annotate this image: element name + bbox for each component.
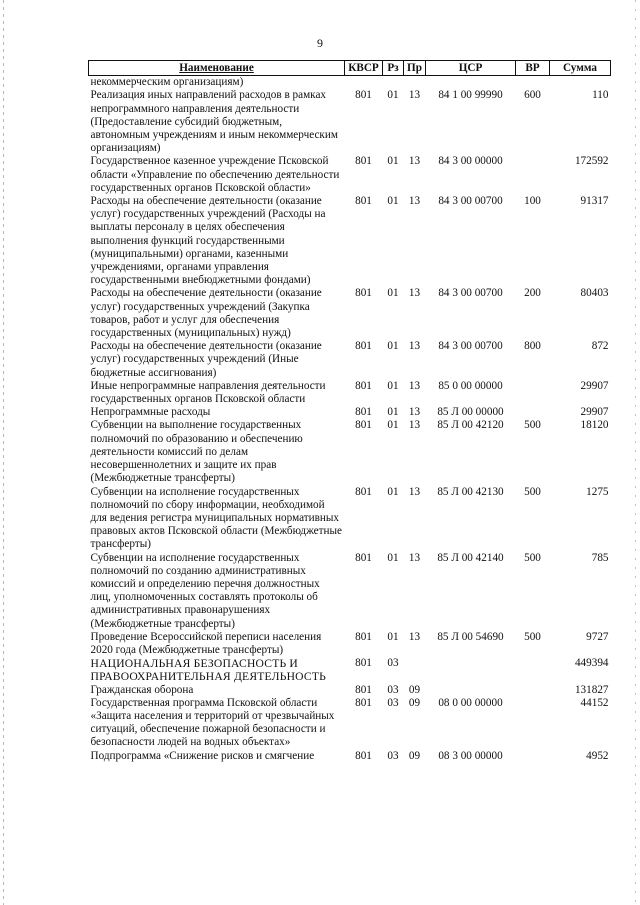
table-row <box>89 287 611 340</box>
cell-rz: 01 <box>387 485 399 498</box>
cell-kvsr: 801 <box>355 155 372 168</box>
cell-pr: 09 <box>408 683 421 696</box>
cell-name: Субвенции на исполнение государственных полномочий по сбору информации, необходимой для ведения регистра муниципальных нормативных правовых актов Псковской области (Межбюджетные трансферты) <box>90 485 342 551</box>
section-row <box>89 657 611 683</box>
cell-sum: 29907 <box>580 379 609 392</box>
cell-csr: 85 Л 00 42130 <box>437 485 504 498</box>
cell-csr: 85 Л 00 00000 <box>437 406 504 419</box>
header-vr: ВР <box>516 61 550 76</box>
cell-name: Гражданская оборона <box>90 683 194 696</box>
cell-rz: 01 <box>387 89 399 102</box>
cell-vr: 500 <box>524 551 541 564</box>
cell-csr: 84 3 00 00700 <box>438 195 503 208</box>
cell-pr: 13 <box>408 195 421 208</box>
header-pr: Пр <box>404 61 426 76</box>
table-body <box>89 76 611 763</box>
cell-vr <box>516 380 550 406</box>
cell-sum: 44152 <box>580 696 609 709</box>
cell-vr: 600 <box>524 89 541 102</box>
cell-kvsr: 801 <box>355 195 372 208</box>
cell-pr: 13 <box>408 379 421 392</box>
cell-vr: 500 <box>524 485 541 498</box>
cell-rz: 01 <box>387 195 399 208</box>
cell-rz: 01 <box>387 419 399 432</box>
cell-kvsr: 801 <box>355 406 372 419</box>
cell-sum: 449394 <box>574 657 609 670</box>
cell-kvsr: 801 <box>355 379 372 392</box>
cell-kvsr: 801 <box>355 340 372 353</box>
cell-name: Расходы на обеспечение деятельности (оказание услуг) государственных учреждений (Расходы на выплаты персоналу в целях обеспечения выполнения функций государственными (муниципальными) органами, казенными учреждениями, органами управления государственными внебюджетными фондами) <box>90 195 326 287</box>
cell-rz: 03 <box>387 696 399 709</box>
cell-csr: 84 1 00 99990 <box>438 89 503 102</box>
cell-sum: 91317 <box>580 195 609 208</box>
cell-kvsr: 801 <box>355 657 372 670</box>
cell-name: Государственное казенное учреждение Псковской области «Управление по обеспечению деятельности государственных органов Псковской области» <box>90 155 340 194</box>
cell-rz <box>383 76 404 90</box>
cell-vr <box>516 76 550 90</box>
table-row <box>89 340 611 380</box>
cell-sum: 872 <box>591 340 609 353</box>
table-row <box>89 155 611 195</box>
cell-name: Непрограммные расходы <box>90 406 211 419</box>
cell-name: Субвенции на исполнение государственных полномочий по созданию административных комиссий и определению перечня должностных лиц, уполномоченных составлять протоколы об административных правонарушениях (Межбюджетные трансферты) <box>90 551 320 630</box>
cell-kvsr: 801 <box>355 630 372 643</box>
cell-rz: 01 <box>387 630 399 643</box>
cell-rz: 01 <box>387 287 399 300</box>
cell-pr: 09 <box>408 749 421 762</box>
cell-kvsr: 801 <box>355 683 372 696</box>
cell-csr: 08 0 00 00000 <box>438 696 503 709</box>
cell-name: Расходы на обеспечение деятельности (оказание услуг) государственных учреждений (Иные бюджетные ассигнования) <box>90 340 322 379</box>
cell-sum: 18120 <box>580 419 609 432</box>
cell-sum <box>550 76 611 90</box>
cell-sum: 110 <box>592 89 609 102</box>
cell-csr: 85 Л 00 42140 <box>437 551 504 564</box>
cell-name: Подпрограмма «Снижение рисков и смягчение <box>90 749 315 762</box>
table-row <box>89 419 611 485</box>
cell-rz: 03 <box>387 749 399 762</box>
header-sum: Сумма <box>550 61 611 76</box>
cell-pr: 13 <box>408 551 421 564</box>
cell-kvsr: 801 <box>355 749 372 762</box>
table-row <box>89 631 611 657</box>
cell-csr: 85 Л 00 42120 <box>437 419 504 432</box>
cell-csr <box>426 684 516 697</box>
scan-edge-left <box>3 0 4 905</box>
cell-sum: 80403 <box>580 287 609 300</box>
cell-pr: 13 <box>408 406 421 419</box>
cell-rz: 01 <box>387 155 399 168</box>
cell-csr: 84 3 00 00700 <box>438 287 503 300</box>
cell-vr <box>516 697 550 750</box>
cell-csr: 84 3 00 00000 <box>438 155 503 168</box>
cell-vr <box>516 657 550 683</box>
cell-vr: 200 <box>524 287 541 300</box>
cell-rz: 03 <box>387 683 399 696</box>
cell-csr <box>426 657 516 683</box>
cell-vr: 500 <box>524 630 541 643</box>
cell-kvsr: 801 <box>355 551 372 564</box>
cell-name: Субвенции на выполнение государственных полномочий по образованию и обеспечению деятельности комиссий по делам несовершеннолетних и защите их прав (Межбюджетные трансферты) <box>90 419 303 485</box>
cell-vr <box>516 684 550 697</box>
cell-vr: 500 <box>524 419 541 432</box>
cell-vr: 800 <box>524 340 541 353</box>
cell-sum: 29907 <box>580 406 609 419</box>
cell-csr: 85 Л 00 54690 <box>437 630 504 643</box>
cell-csr: 84 3 00 00700 <box>438 340 503 353</box>
cell-pr: 13 <box>408 155 421 168</box>
cell-name: Реализация иных направлений расходов в рамках непрограммного направления деятельности (Предоставление субсидий бюджетным, автономным учреждениям и иным некоммерческим организациям) <box>90 89 338 155</box>
cell-sum: 172592 <box>574 155 609 168</box>
table-row <box>89 89 611 155</box>
cell-vr <box>516 750 550 763</box>
header-csr: ЦСР <box>426 61 516 76</box>
header-kvsr: КВСР <box>345 61 383 76</box>
cell-rz: 03 <box>387 657 399 670</box>
cell-csr <box>426 76 516 90</box>
cell-name: Государственная программа Псковской области «Защита населения и территорий от чрезвычайных ситуаций, обеспечение пожарной безопасности и безопасности людей на водных объектах» <box>90 696 335 749</box>
cell-vr <box>516 406 550 419</box>
cell-rz: 01 <box>387 551 399 564</box>
table-row <box>89 486 611 552</box>
cell-pr: 13 <box>408 485 421 498</box>
cell-sum: 785 <box>591 551 609 564</box>
cell-kvsr: 801 <box>355 287 372 300</box>
cell-pr <box>404 76 426 90</box>
cell-pr: 13 <box>408 287 421 300</box>
cell-sum: 4952 <box>586 749 609 762</box>
cell-pr: 13 <box>408 340 421 353</box>
cell-vr: 100 <box>524 195 541 208</box>
cell-name: Расходы на обеспечение деятельности (оказание услуг) государственных учреждений (Закупка товаров, работ и услуг для обеспечения государственных (муниципальных) нужд) <box>90 287 322 340</box>
table-row <box>89 750 611 763</box>
table-row <box>89 697 611 750</box>
cell-csr: 85 0 00 00000 <box>438 379 503 392</box>
cell-kvsr: 801 <box>355 485 372 498</box>
page-number: 9 <box>317 36 323 50</box>
cell-name: Проведение Всероссийской переписи населения 2020 года (Межбюджетные трансферты) <box>90 630 322 656</box>
cell-sum: 1275 <box>586 485 609 498</box>
cell-pr: 09 <box>408 696 421 709</box>
table-row <box>89 195 611 287</box>
cell-name: Иные непрограммные направления деятельности государственных органов Псковской области <box>90 379 326 406</box>
budget-table <box>88 60 611 763</box>
table-header <box>89 61 611 76</box>
cell-pr: 13 <box>408 89 421 102</box>
cell-kvsr <box>345 76 383 90</box>
table-row <box>89 406 611 419</box>
table-row <box>89 76 611 90</box>
cell-name: НАЦИОНАЛЬНАЯ БЕЗОПАСНОСТЬ И ПРАВООХРАНИТЕЛЬНАЯ ДЕЯТЕЛЬНОСТЬ <box>90 657 326 684</box>
header-rz: Рз <box>383 61 404 76</box>
cell-kvsr: 801 <box>355 419 372 432</box>
cell-sum: 9727 <box>586 630 609 643</box>
cell-kvsr: 801 <box>355 89 372 102</box>
cell-pr: 13 <box>408 630 421 643</box>
cell-rz: 01 <box>387 379 399 392</box>
scan-edge-right <box>635 0 636 905</box>
cell-pr: 13 <box>408 419 421 432</box>
cell-pr <box>404 657 426 683</box>
cell-rz: 01 <box>387 406 399 419</box>
cell-kvsr: 801 <box>355 696 372 709</box>
table-row <box>89 380 611 406</box>
cell-csr: 08 3 00 00000 <box>438 749 503 762</box>
cell-rz: 01 <box>387 340 399 353</box>
header-name: Наименование <box>89 61 345 76</box>
cell-vr <box>516 155 550 195</box>
table-row <box>89 684 611 697</box>
cell-sum: 131827 <box>574 683 609 696</box>
cell-name: некоммерческим организациям) <box>90 76 244 89</box>
table-row <box>89 552 611 631</box>
